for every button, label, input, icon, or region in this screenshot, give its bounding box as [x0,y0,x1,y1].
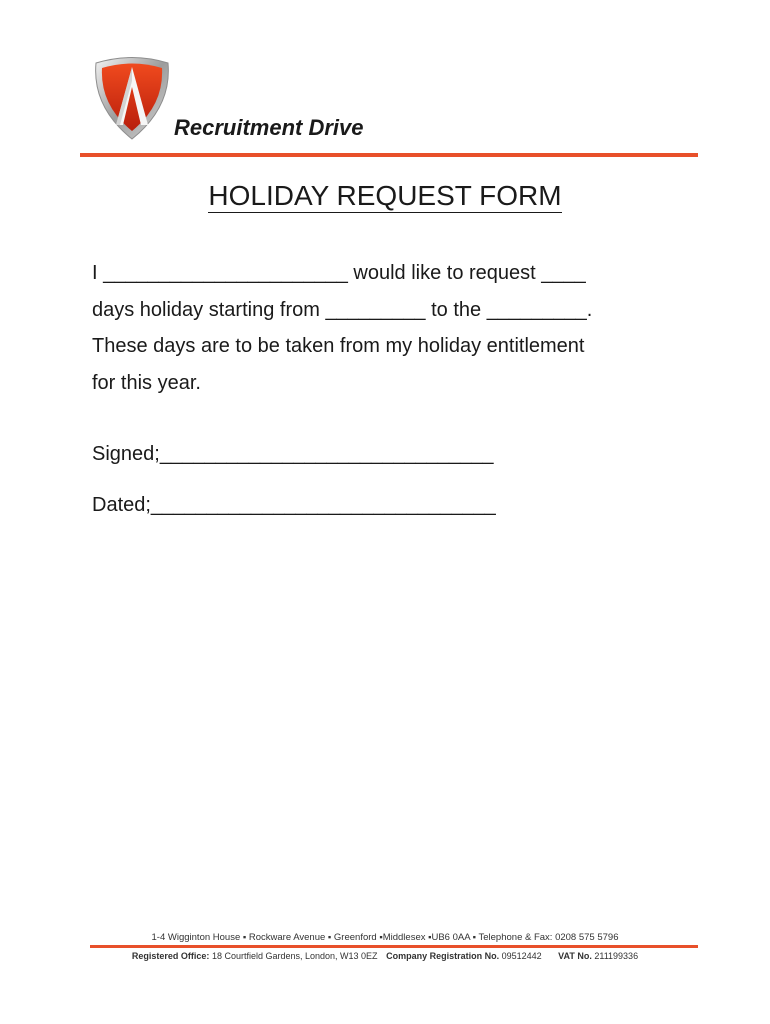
company-reg-value: 09512442 [501,951,542,961]
vat-value: 211199336 [594,951,639,961]
company-logo [92,55,172,141]
dated-field[interactable]: Dated;_______________________________ [92,494,496,516]
header-divider [80,153,698,157]
vat-label: VAT No. [558,951,592,961]
signed-field[interactable]: Signed;______________________________ [92,443,494,465]
request-line-3: These days are to be taken from my holiday entitlement [92,335,585,357]
footer-divider [90,945,698,948]
form-title: HOLIDAY REQUEST FORM [208,180,562,211]
footer-address: 1-4 Wigginton House ▪ Rockware Avenue ▪ Greenford ▪Middlesex ▪UB6 0AA ▪ Telephone & Fax: 0208 575 5796 [151,932,619,943]
footer-registration [0,951,770,961]
company-name: Recruitment Drive [174,115,364,140]
request-line-4: for this year. [92,371,201,394]
registered-office-value: 18 Courtfield Gardens, London, W13 0EZ [211,951,378,961]
form-title-container [0,180,770,212]
request-line-2: days holiday starting from _________ to the _________. [92,298,593,321]
registered-office-label: Registered Office: [131,951,210,961]
request-line-1: I ______________________ would like to request ____ [92,262,586,284]
request-paragraph [92,255,712,401]
company-reg-label: Company Registration No. [386,951,500,961]
